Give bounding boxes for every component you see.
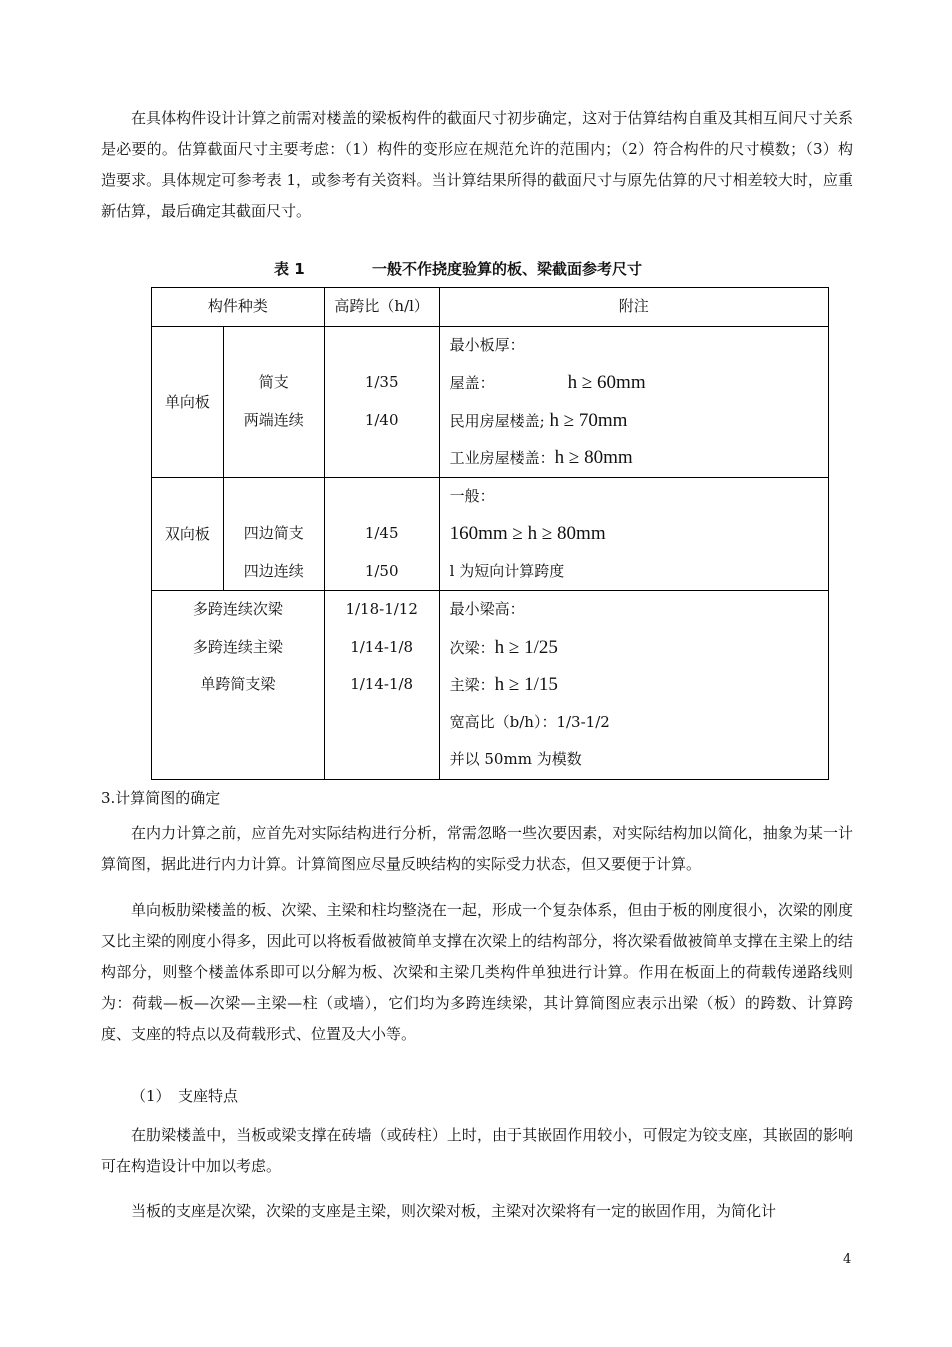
one-way-slab-label: 单向板	[152, 326, 224, 477]
beam-types	[152, 591, 325, 780]
ratio-value: 1/50	[364, 561, 399, 580]
one-way-support-types	[223, 326, 324, 477]
note-item	[450, 439, 828, 477]
beam-ratios	[324, 591, 439, 780]
beam-type: 多跨连续主梁	[192, 637, 283, 656]
header-depth-ratio: 高跨比（h/l）	[324, 288, 439, 327]
note-formula: h ≥ 60mm	[567, 372, 646, 393]
ratio-value: 1/45	[364, 524, 399, 542]
section-heading: 3.计算简图的确定	[101, 789, 221, 807]
one-way-note	[439, 326, 828, 477]
note-title: 最小梁高：	[449, 600, 525, 618]
paragraph: 当板的支座是次梁，次梁的支座是主梁，则次梁对板，主梁对次梁将有一定的嵌固作用，为简化计	[131, 1202, 777, 1220]
ratio-value: 1/18-1/12	[345, 600, 418, 618]
note-label: 屋盖：	[449, 374, 495, 392]
note-item	[450, 364, 828, 402]
two-way-ratios	[324, 477, 439, 591]
beam-type: 多跨连续次梁	[192, 600, 283, 618]
beam-note	[439, 591, 828, 780]
ratio-value: 1/14-1/8	[350, 675, 414, 693]
note-extra: l 为短向计算跨度	[449, 561, 565, 580]
note-formula: 160mm ≥ h ≥ 80mm	[449, 523, 606, 544]
support-four-edge-continuous: 四边连续	[243, 561, 304, 580]
note-modulus: 并以 50mm 为模数	[449, 750, 582, 768]
note-formula: h ≥ 80mm	[554, 447, 633, 468]
table-title: 一般不作挠度验算的板、梁截面参考尺寸	[372, 260, 643, 278]
table-row-two-way-slab	[152, 477, 829, 591]
paragraph: 在肋梁楼盖中，当板或梁支撑在砖墙（或砖柱）上时，由于其嵌固作用较小，可假定为铰支座，其嵌固的影响可在构造设计中加以考虑。	[101, 1126, 853, 1175]
note-label: 民用房屋楼盖;	[449, 411, 545, 430]
note-title: 一般：	[449, 486, 495, 505]
intro-paragraph: 在具体构件设计计算之前需对楼盖的梁板构件的截面尺寸初步确定，这对于估算结构自重及其相互间尺寸关系是必要的。估算截面尺寸主要考虑：（1）构件的变形应在规范允许的范围内；（2）符合构件的尺寸模数；（3）构造要求。具体规定可参考表 1，或参考有关资料。当计算结果所得的截面尺寸与原先估算的尺寸相差较大时，应重新估算，最后确定其截面尺寸。	[101, 109, 853, 220]
note-item	[450, 666, 828, 704]
header-note: 附注	[439, 288, 828, 327]
note-item	[450, 629, 828, 667]
note-formula: h ≥ 70mm	[549, 409, 628, 431]
beam-type: 单跨简支梁	[200, 675, 276, 693]
ratio-value: 1/14-1/8	[350, 637, 414, 656]
table-row-one-way-slab	[152, 326, 829, 477]
paragraph: 在内力计算之前，应首先对实际结构进行分析，常需忽略一些次要因素，对实际结构加以简化，抽象为某一计算简图，据此进行内力计算。计算简图应尽量反映结构的实际受力状态，但又要便于计算。	[101, 824, 853, 873]
support-continuous: 两端连续	[243, 410, 304, 429]
paragraph: 单向板肋梁楼盖的板、次梁、主梁和柱均整浇在一起，形成一个复杂体系，但由于板的刚度很小，次梁的刚度又比主梁的刚度小得多，因此可以将板看做被简单支撑在次梁上的结构部分，将次梁看做被简单支撑在主梁上的结构部分，则整个楼盖体系即可以分解为板、次梁和主梁几类构件单独进行计算。作用在板面上的荷载传递路线则为：荷载—板—次梁—主梁—柱（或墙），它们均为多跨连续梁，其计算简图应表示出梁（板）的跨数、计算跨度、支座的特点以及荷载形式、位置及大小等。	[101, 901, 853, 1043]
note-item	[450, 402, 828, 440]
support-four-edge-simple: 四边简支	[243, 524, 304, 542]
ratio-value: 1/35	[364, 373, 399, 391]
table-number: 表 1	[274, 260, 305, 278]
section-size-table	[151, 287, 829, 780]
note-title: 最小板厚：	[449, 335, 525, 354]
support-simple: 简支	[258, 373, 289, 391]
one-way-ratios	[324, 326, 439, 477]
note-label: 次梁：	[449, 638, 495, 657]
table-header-row	[152, 288, 829, 327]
page-number: 4	[843, 1252, 852, 1267]
note-formula: h ≥ 1/15	[494, 674, 558, 695]
two-way-slab-label: 双向板	[152, 477, 224, 591]
header-member-type: 构件种类	[152, 288, 325, 327]
ratio-value: 1/40	[364, 410, 399, 429]
note-ratio: 宽高比（b/h）：1/3-1/2	[449, 712, 610, 731]
two-way-support-types	[223, 477, 324, 591]
table-row-beams	[152, 591, 829, 780]
subsection-heading: （1） 支座特点	[131, 1087, 239, 1105]
two-way-note	[439, 477, 828, 591]
note-label: 工业房屋楼盖：	[449, 449, 555, 467]
note-formula: h ≥ 1/25	[494, 636, 558, 658]
note-label: 主梁：	[449, 676, 495, 694]
